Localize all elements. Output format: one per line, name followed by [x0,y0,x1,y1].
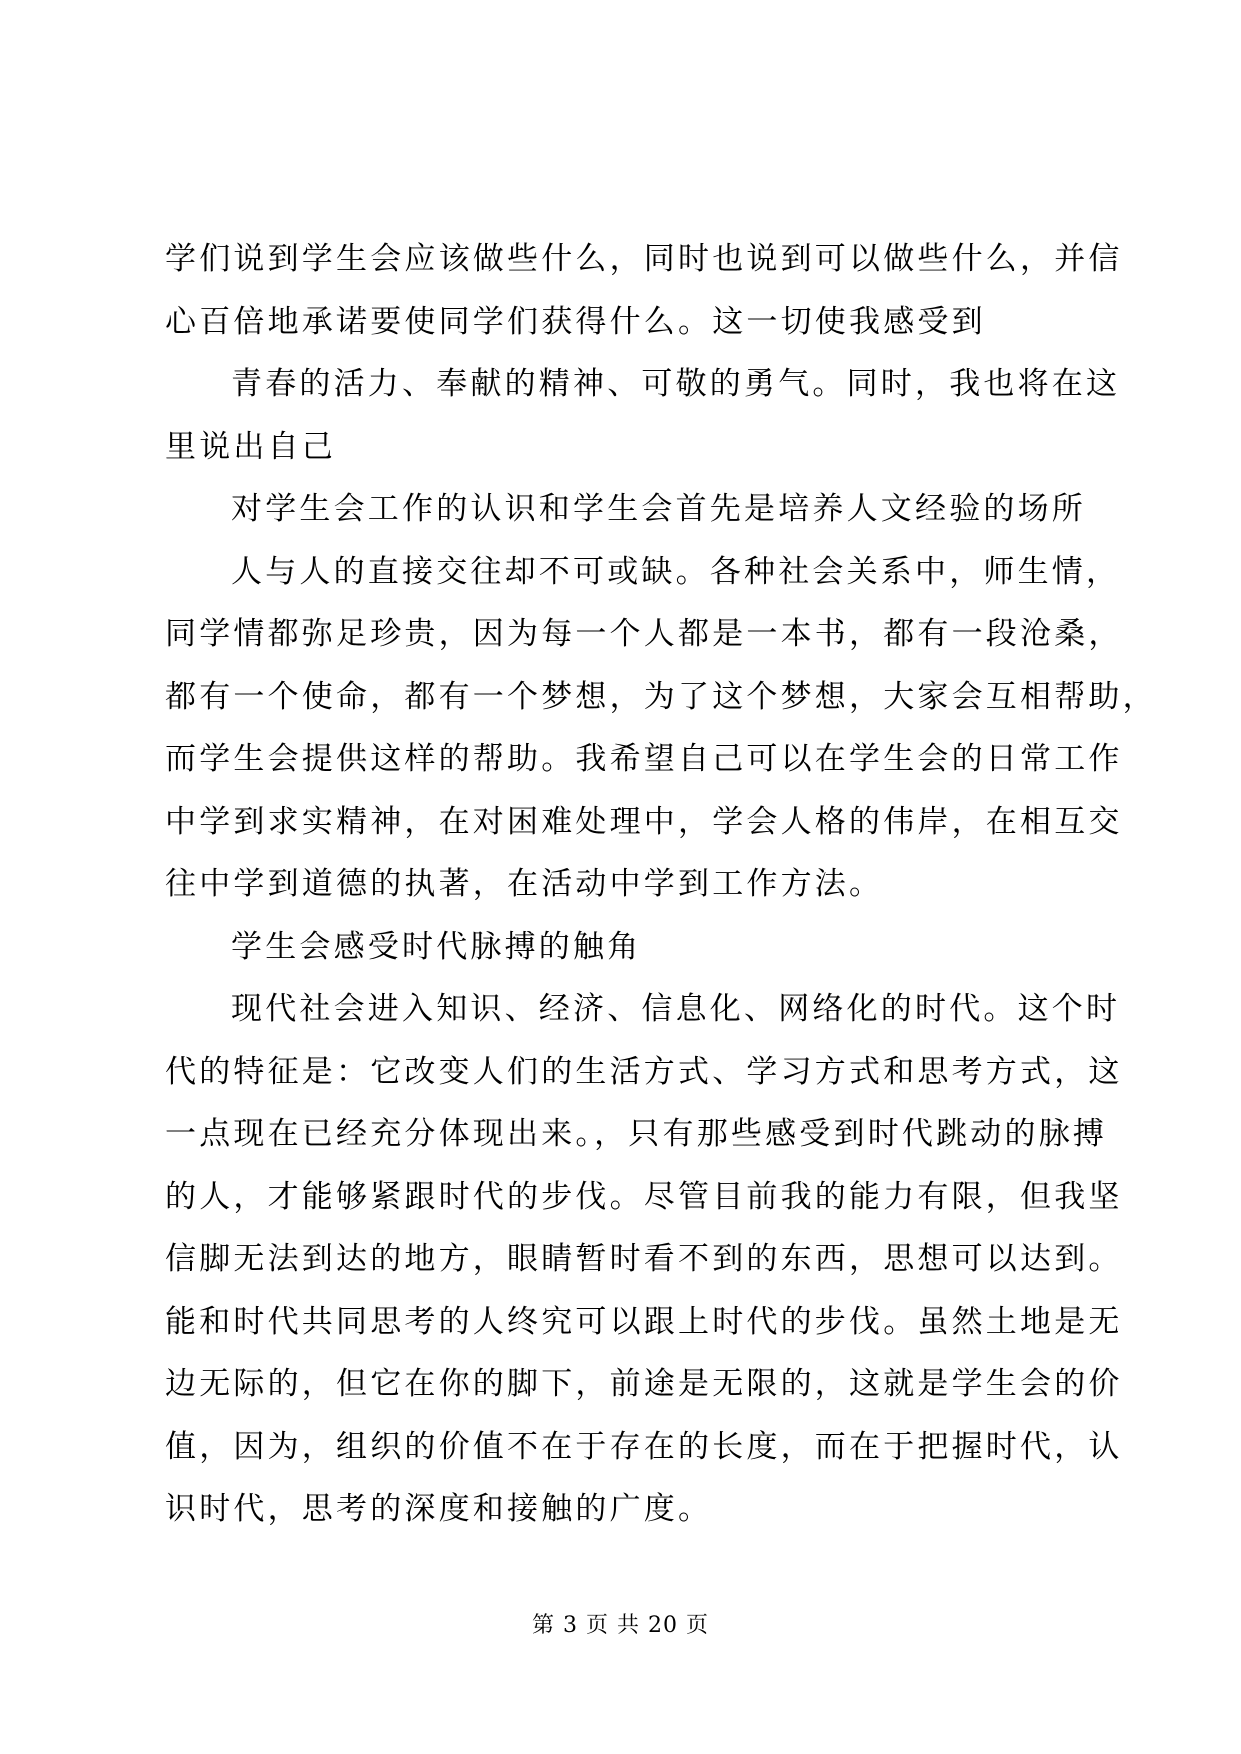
section-heading: 学生会感受时代脉搏的触角 [231,928,642,965]
text-line: 能和时代共同思考的人终究可以跟上时代的步伐。虽然土地是无 [165,1303,1123,1340]
text-line: 学们说到学生会应该做些什么，同时也说到可以做些什么，并信 [165,241,1123,277]
text-line: 青春的活力、奉献的精神、可敬的勇气。同时，我也将在这 [231,366,1121,402]
page-number-footer: 第 3 页 共 20 页 [532,1613,709,1638]
text-line: 而学生会提供这样的帮助。我希望自己可以在学生会的日常工作 [165,741,1123,777]
document-body [165,228,1157,1541]
text-line: 里说出自己 [165,428,336,465]
text-line: 中学到求实精神，在对困难处理中，学会人格的伟岸，在相互交 [165,803,1123,840]
text-line: 信脚无法到达的地方，眼睛暂时看不到的东西，思想可以达到。 [165,1241,1123,1277]
text-line: 识时代，思考的深度和接触的广度。 [165,1491,713,1527]
text-line: 同学情都弥足珍贵，因为每一个人都是一本书，都有一段沧桑， [165,616,1123,652]
text-line: 心百倍地承诺要使同学们获得什么。这一切使我感受到 [165,303,986,340]
text-line: 的人，才能够紧跟时代的步伐。尽管目前我的能力有限，但我坚 [165,1178,1123,1215]
text-line: 往中学到道德的执著，在活动中学到工作方法。 [165,866,884,902]
text-line: 一点现在已经充分体现出来。，只有那些感受到时代跳动的脉搏 [165,1116,1108,1152]
text-line: 边无际的，但它在你的脚下，前途是无限的，这就是学生会的价 [165,1366,1123,1402]
text-line: 对学生会工作的认识和学生会首先是培养人文经验的场所 [231,491,1086,527]
text-line: 值，因为，组织的价值不在于存在的长度，而在于把握时代，认 [165,1428,1123,1465]
text-line: 代的特征是：它改变人们的生活方式、学习方式和思考方式，这 [165,1053,1123,1090]
text-line: 人与人的直接交往却不可或缺。各种社会关系中，师生情， [231,553,1121,590]
text-line: 都有一个使命，都有一个梦想，为了这个梦想，大家会互相帮助， [165,678,1157,715]
text-line: 现代社会进入知识、经济、信息化、网络化的时代。这个时 [231,991,1121,1027]
